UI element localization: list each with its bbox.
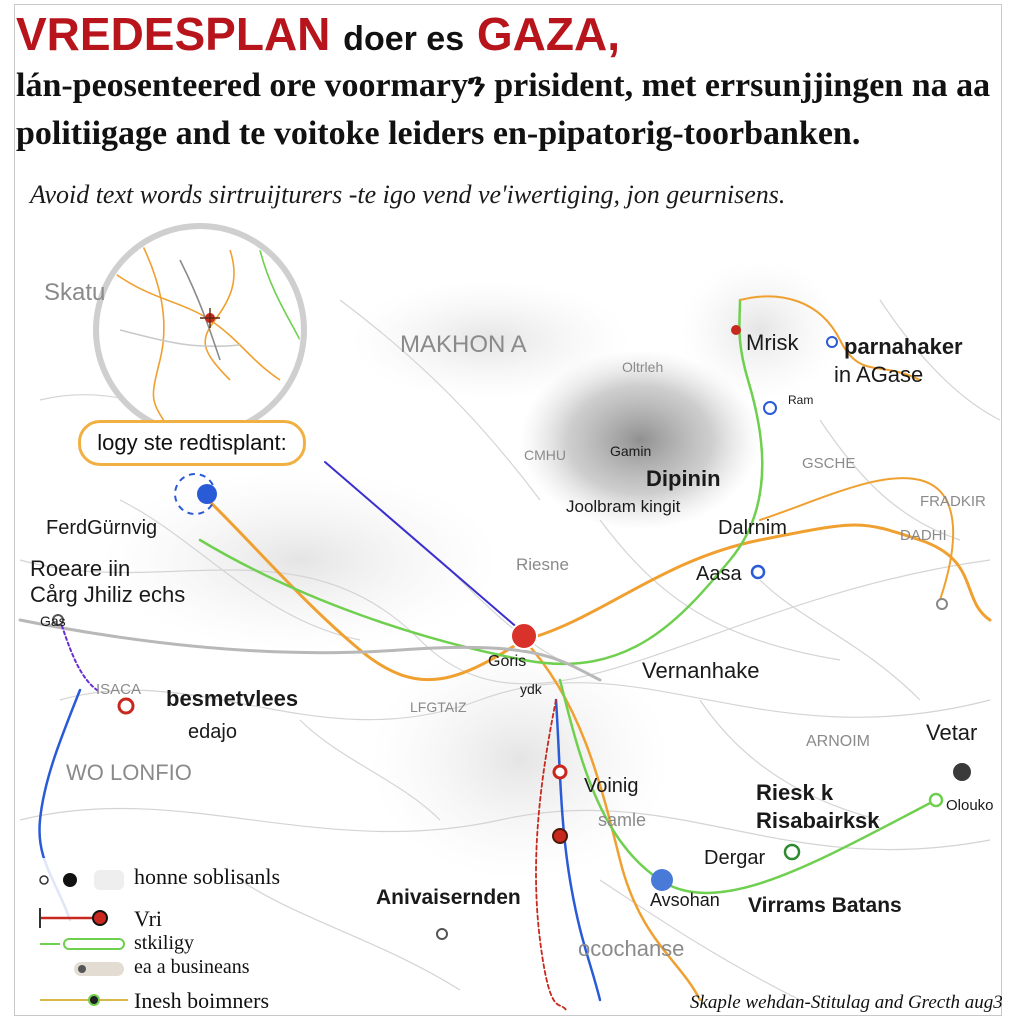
map-label-dadhi: DADHI bbox=[900, 527, 947, 544]
legend-label-grey-bar: ea a busineans bbox=[134, 956, 250, 978]
map-label-gamin: Gamin bbox=[610, 443, 652, 459]
subtitle-line-1: lán-peosenteered ore voormaryን prisident, met errsunjjingen na aa bbox=[16, 67, 991, 104]
blue-marker-avsohan bbox=[651, 869, 673, 891]
map-label-anivaisernden: Anivaisernden bbox=[376, 886, 521, 909]
map-label-olouko: Olouko bbox=[946, 797, 994, 814]
headline-part-2: doer es bbox=[343, 20, 465, 58]
map-label-ram: Ram bbox=[788, 393, 814, 407]
blue-marker-aasa bbox=[752, 566, 764, 578]
headline bbox=[16, 8, 620, 65]
map-label-risabairksk: Risabairksk bbox=[756, 808, 880, 833]
map-label-cmhu: CMHU bbox=[524, 447, 566, 463]
map-label-avsohan: Avsohan bbox=[650, 890, 720, 910]
subtitle-line-2: politiigage and te voitoke leiders en-pipatorig-toorbanken. bbox=[16, 115, 861, 152]
red-marker-south-2 bbox=[553, 829, 567, 843]
green-marker-dergar bbox=[785, 845, 799, 859]
map-label-parnahaker: parnahaker bbox=[844, 334, 963, 359]
green-marker-olouko bbox=[930, 794, 942, 806]
grey-marker-anivais bbox=[437, 929, 447, 939]
legend-symbols bbox=[30, 858, 140, 1008]
map-label-besmetvlees: besmetvlees bbox=[166, 686, 299, 711]
map-label-vernanhake: Vernanhake bbox=[642, 658, 760, 683]
map-label-mrisk: Mrisk bbox=[746, 330, 799, 355]
scale-note: Skaple wehdan-Stitulag and Grecth aug3 bbox=[690, 992, 1003, 1013]
map-label-ydk: ydk bbox=[520, 681, 542, 697]
map-label-lfgtaiz: LFGTAIZ bbox=[410, 699, 467, 715]
blue-marker-mrisk bbox=[827, 337, 837, 347]
map-label-in-agase: in AGase bbox=[834, 362, 924, 387]
map-label-joolbram: Joolbram kingit bbox=[566, 497, 681, 516]
map-label-arnoim: ARNOIM bbox=[806, 733, 870, 750]
map-label-riesne: Riesne bbox=[516, 555, 569, 574]
map-label-roeare: Roeare iin bbox=[30, 556, 131, 581]
red-marker-west bbox=[119, 699, 133, 713]
red-marker-south-1 bbox=[554, 766, 566, 778]
map-label-gas: Gas bbox=[40, 613, 66, 629]
map-label-fredgurnvig: FerdGürnvig bbox=[46, 517, 158, 539]
map-label-fradkir: FRADKIR bbox=[920, 493, 986, 510]
map-label-dalrnim: Dalrnim bbox=[718, 517, 787, 539]
map-label-makhon: MAKHON A bbox=[400, 331, 527, 358]
dark-marker-vetar bbox=[953, 763, 971, 781]
red-center-marker bbox=[511, 623, 537, 649]
map-label-vetar: Vetar bbox=[926, 720, 978, 745]
map-label-gsche: GSCHE bbox=[802, 455, 856, 472]
map-label-inset: Skatu bbox=[44, 279, 106, 306]
legend-label-green-route: stkiligy bbox=[134, 932, 195, 954]
map-label-edajo: edajo bbox=[188, 721, 237, 743]
map-label-goris: Goris bbox=[488, 653, 527, 670]
legend-label-red-route: Vri bbox=[134, 906, 163, 931]
subheading-note: Avoid text words sirtruijturers -te igo vend ve'iwertiging, jon geurnisens. bbox=[30, 180, 786, 209]
legend-label-yellow-route: Inesh boimners bbox=[134, 988, 270, 1013]
inset-map[interactable] bbox=[96, 226, 304, 434]
map-label-dipinin: Dipinin bbox=[646, 466, 721, 491]
headline-part-3: GAZA, bbox=[476, 8, 621, 60]
grey-marker-fradkir bbox=[937, 599, 947, 609]
headline-part-1: VREDESPLAN bbox=[16, 8, 331, 60]
map-label-carg: Cårg Jhiliz echs bbox=[30, 582, 186, 607]
map-label-wo-lonfio: WO LONFIO bbox=[66, 760, 192, 785]
red-marker-north bbox=[731, 325, 741, 335]
blue-marker-ram bbox=[764, 402, 776, 414]
map-label-riesk: Riesk k bbox=[756, 780, 834, 805]
map-label-virrams: Virrams Batans bbox=[748, 894, 902, 917]
map-label-aasa: Aasa bbox=[696, 563, 742, 585]
legend-grey-bar-symbol bbox=[74, 962, 124, 976]
map-label-ocochanse: ocochanse bbox=[578, 936, 685, 961]
inset-callout-label: logy ste redtisplant: bbox=[78, 420, 306, 466]
map-label-isaca: ISACA bbox=[96, 681, 142, 698]
map-label-dergar: Dergar bbox=[704, 847, 766, 869]
map-label-samle: samle bbox=[598, 810, 647, 830]
legend-label-dots: honne soblisanls bbox=[134, 864, 281, 889]
map-label-oltrleh: Oltrleh bbox=[622, 359, 664, 375]
map-label-voinig: Voinig bbox=[584, 775, 639, 797]
